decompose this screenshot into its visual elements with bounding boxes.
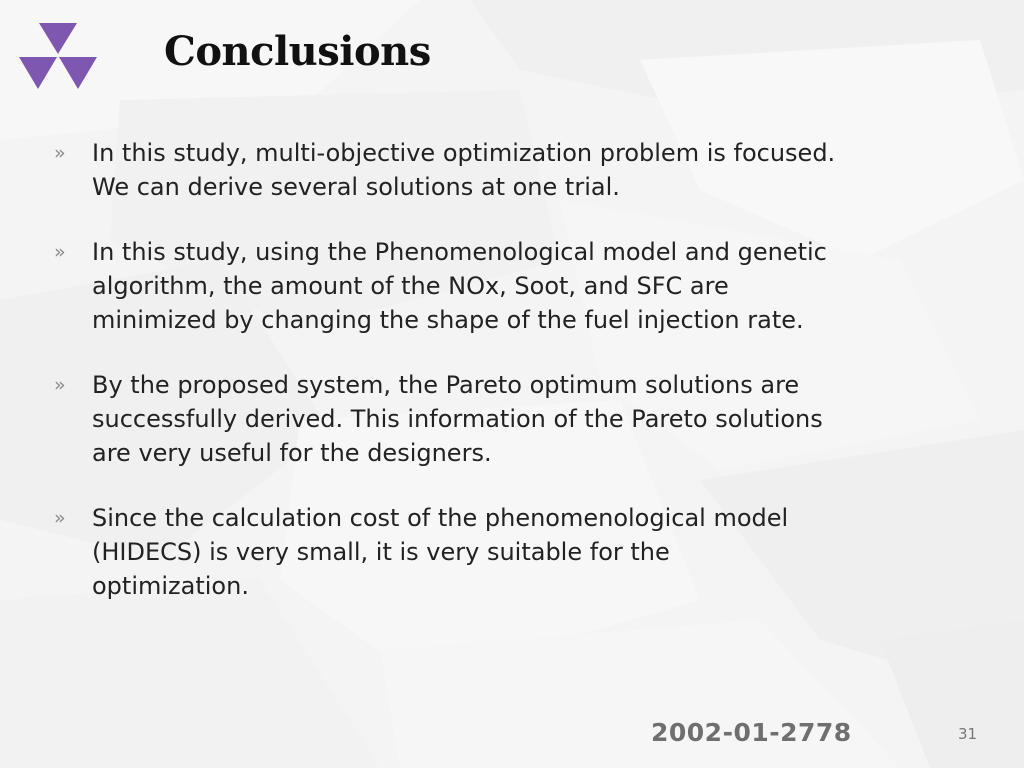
bullet-item [52,235,992,337]
triangle-trio-logo-icon [18,20,98,92]
bullet-text: By the proposed system, the Pareto optimum solutions are successfully derived. This information of the Pareto solutions are very useful for the designers. [92,371,823,467]
bullet-marker-icon: » [54,374,66,396]
bullet-marker-icon: » [54,507,66,529]
bullet-item [52,136,992,204]
bullet-text: In this study, using the Phenomenological model and genetic algorithm, the amount of the NOx, Soot, and SFC are minimized by changing the shape of the fuel injection rate. [92,238,827,334]
slide-title: Conclusions [164,28,431,75]
page-number: 31 [958,725,978,743]
bullet-marker-icon: » [54,241,66,263]
bullet-text: In this study, multi-objective optimization problem is focused. We can derive several solutions at one trial. [92,139,836,201]
bullet-marker-icon: » [54,142,66,164]
bullet-text: Since the calculation cost of the phenomenological model (HIDECS) is very small, it is very suitable for the optimization. [92,504,789,600]
footer-paper-code: 2002-01-2778 [651,718,852,747]
bullet-item [52,501,992,603]
bullet-item [52,368,992,470]
bullet-list [52,136,992,634]
